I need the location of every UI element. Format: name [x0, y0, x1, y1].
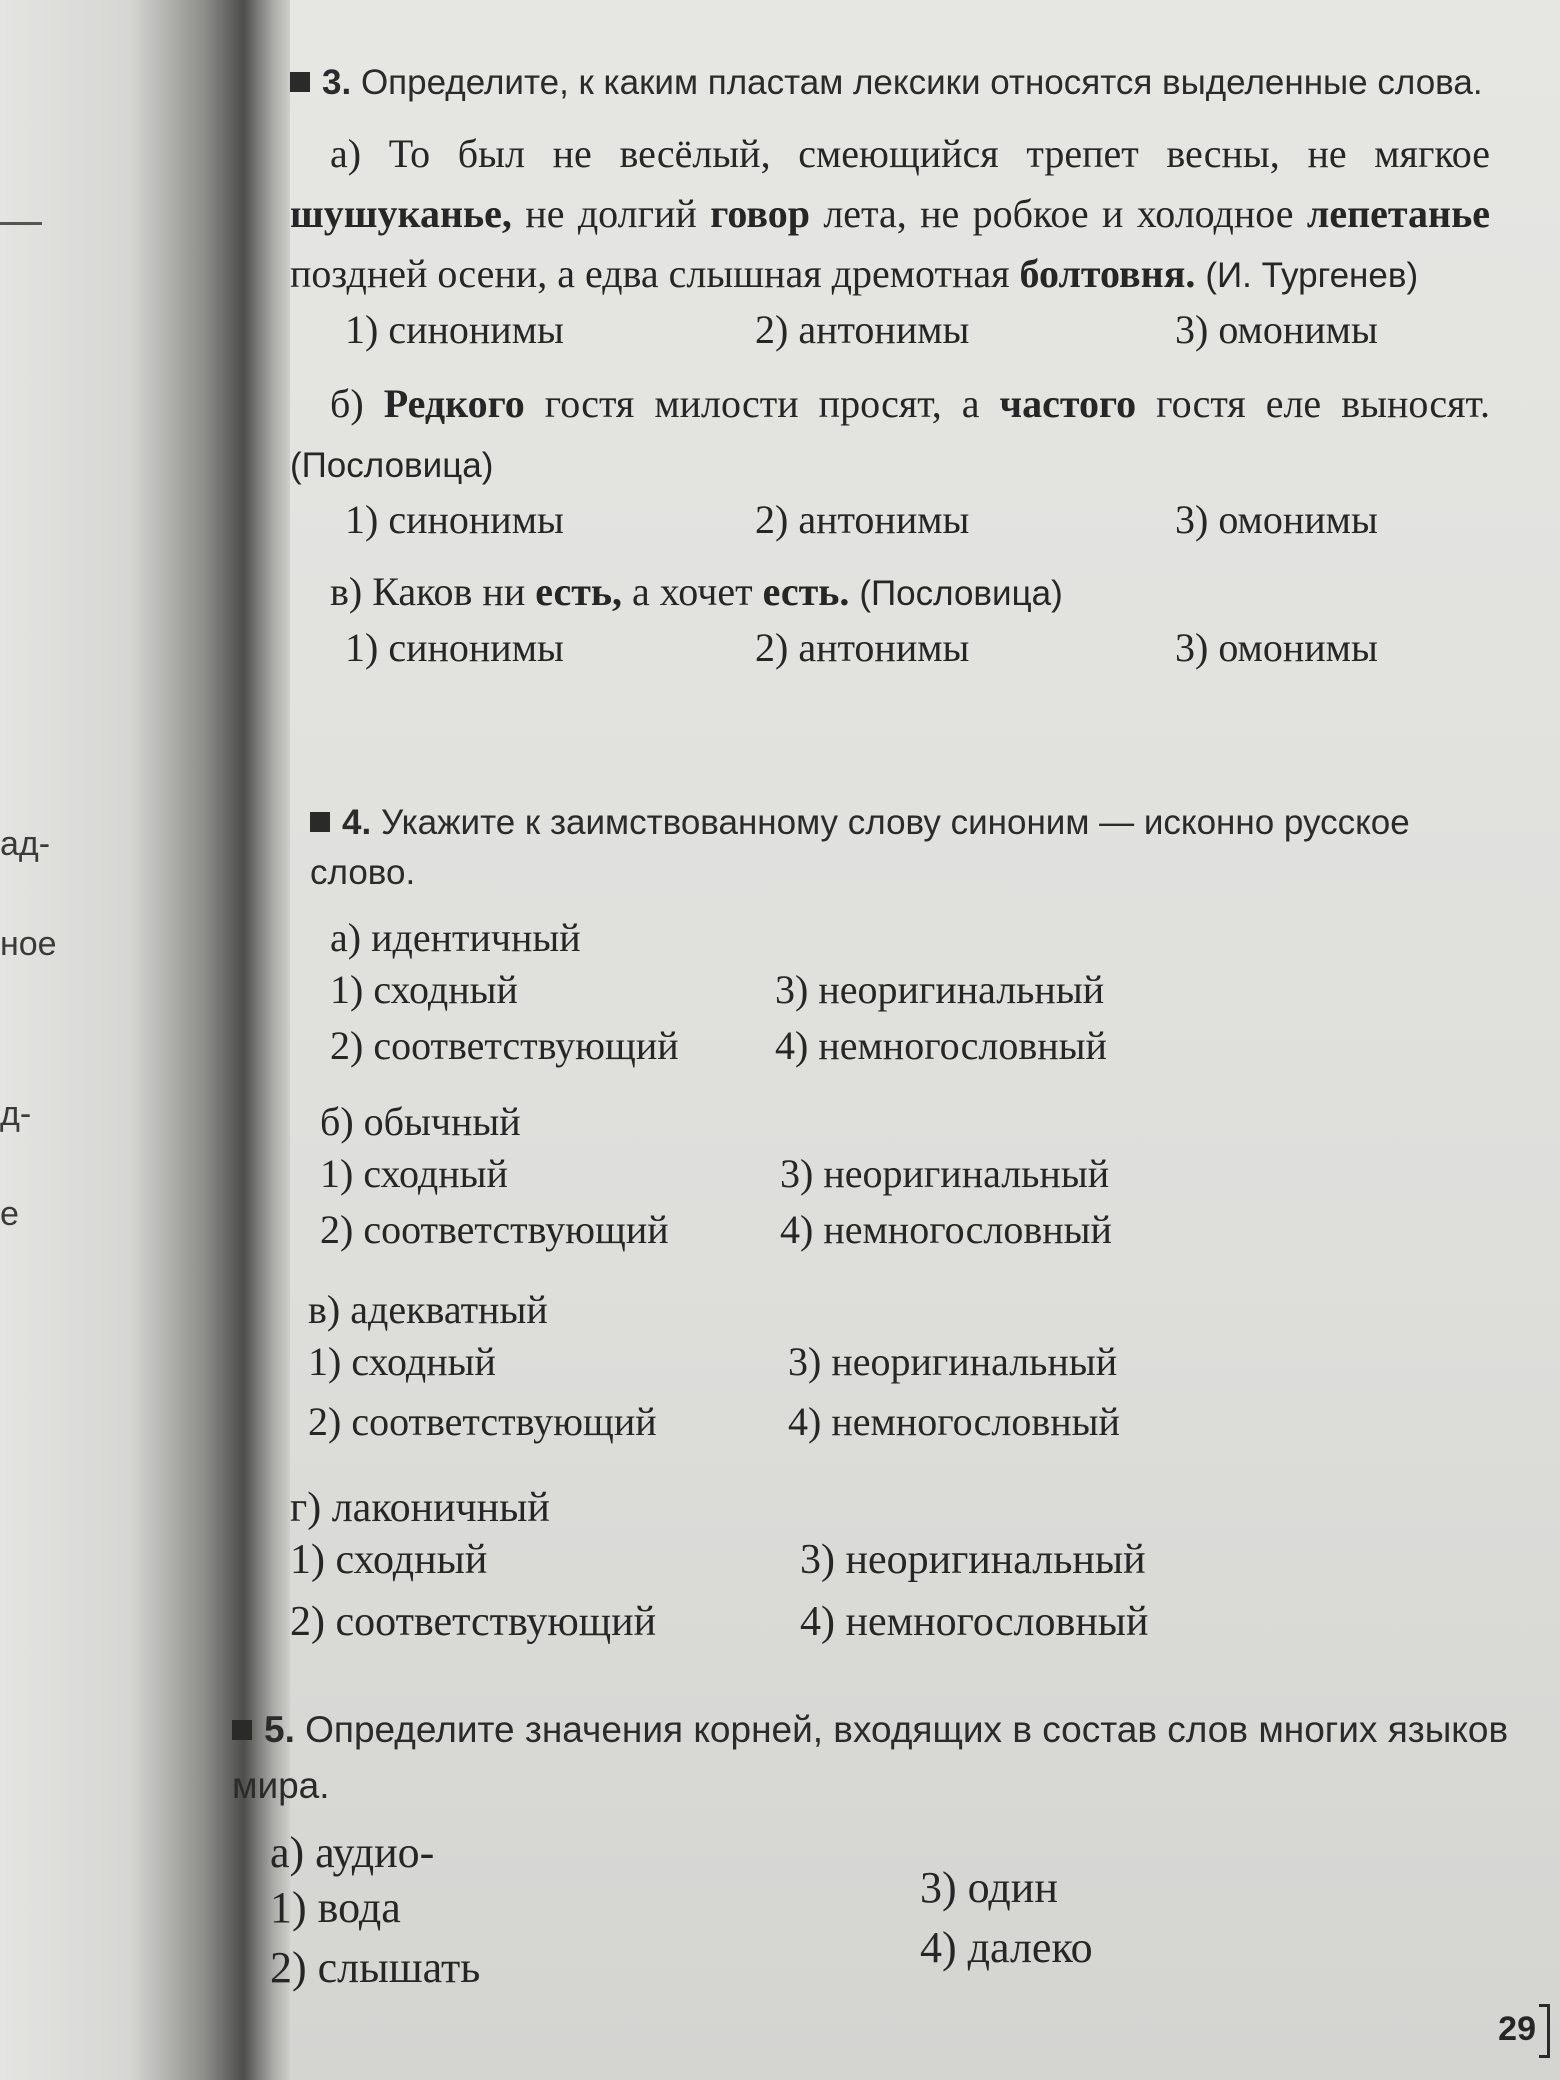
options-row [270, 1863, 1560, 1942]
options-row [290, 1536, 1560, 1598]
highlighted-word: шушуканье, [290, 191, 512, 236]
option[interactable]: 1) сходный [330, 967, 518, 1012]
task-4v [308, 1282, 1560, 1458]
task-3-heading [290, 58, 1560, 108]
option[interactable]: 4) немногословный [775, 1023, 1107, 1068]
highlighted-word: Редкого [383, 381, 525, 426]
option[interactable]: 2) соответствующий [330, 1023, 679, 1068]
options-row [330, 966, 1560, 1022]
option[interactable]: 4) немногословный [800, 1599, 1149, 1645]
option[interactable]: 3) омонимы [1175, 497, 1378, 542]
item-title: б) обычный [320, 1099, 521, 1144]
task-3a-options [290, 306, 1490, 368]
option[interactable]: 1) сходный [308, 1339, 496, 1384]
option[interactable]: 1) синонимы [345, 307, 564, 352]
option[interactable]: 1) сходный [290, 1537, 488, 1583]
option[interactable]: 2) слышать [270, 1943, 481, 1992]
task-3b-options [290, 496, 1490, 558]
passage-segment: лета, не робкое и холодное [809, 191, 1307, 236]
task-4g [290, 1480, 1560, 1660]
item-title: а) идентичный [330, 915, 581, 960]
option[interactable]: 4) немногословный [780, 1207, 1112, 1252]
passage-text [384, 381, 1490, 426]
task-3 [290, 58, 1560, 680]
passage-segment: гостя милости просят, а [524, 381, 1000, 426]
task-4 [290, 798, 1560, 1660]
highlighted-word: болтовня. [1019, 251, 1196, 296]
previous-page-fragment: ное [0, 925, 57, 963]
option[interactable]: 3) неоригинальный [800, 1537, 1146, 1583]
task-marker-icon [290, 72, 310, 92]
option[interactable]: 1) синонимы [345, 625, 564, 670]
task-marker-icon [232, 1720, 252, 1740]
task-5a [270, 1824, 1560, 2002]
previous-page-fragment: д- [0, 1095, 32, 1133]
highlighted-word: частого [999, 381, 1137, 426]
previous-page-fragment: ад- [0, 825, 51, 863]
task-4b [320, 1094, 1560, 1262]
item-label: в) [330, 569, 363, 614]
passage-segment: То был не весёлый, смеющийся трепет весны, не мягкое [388, 131, 1491, 176]
passage-segment: гостя еле выносят. [1136, 381, 1490, 426]
task-4-heading [290, 798, 1560, 898]
page-number: 29 [1498, 2010, 1536, 2048]
item-label: б) [330, 381, 364, 426]
options-grid [330, 966, 1560, 1078]
passage-segment: а хочет [622, 569, 763, 614]
option[interactable]: 3) неоригинальный [780, 1151, 1110, 1196]
item-label: а) [330, 131, 362, 176]
item-title: в) адекватный [308, 1287, 548, 1332]
task-3v-passage [290, 562, 1490, 624]
textbook-page [232, 0, 1560, 2080]
option[interactable]: 3) омонимы [1175, 307, 1378, 352]
task-3b [290, 374, 1560, 558]
task-instruction: Укажите к заимствованному слову синоним — исконно русское слово. [310, 803, 1410, 892]
option[interactable]: 1) вода [270, 1883, 401, 1932]
passage-source: (Пословица) [859, 574, 1063, 613]
previous-page-fragment: е [0, 1195, 19, 1233]
options-grid [270, 1863, 1560, 2002]
options-row [330, 1022, 1560, 1078]
option[interactable]: 4) далеко [920, 1923, 1093, 1972]
option[interactable]: 2) антонимы [755, 625, 970, 670]
highlighted-word: говор [710, 191, 810, 236]
option[interactable]: 2) соответствующий [308, 1399, 657, 1444]
item-title: а) аудио- [270, 1828, 435, 1877]
option[interactable]: 2) соответствующий [290, 1599, 657, 1645]
option[interactable]: 2) антонимы [755, 497, 970, 542]
task-5 [232, 1702, 1560, 2002]
passage-source: (Пословица) [290, 446, 494, 485]
option[interactable]: 3) неоригинальный [788, 1339, 1118, 1384]
option[interactable]: 2) соответствующий [320, 1207, 669, 1252]
option[interactable]: 3) один [920, 1863, 1058, 1912]
task-3b-passage [290, 374, 1490, 496]
options-row [308, 1398, 1560, 1458]
option[interactable]: 1) синонимы [345, 497, 564, 542]
passage-segment: поздней осени, а едва слышная дремотная [290, 251, 1020, 296]
task-number: 3. [322, 63, 352, 102]
option[interactable]: 3) омонимы [1175, 625, 1378, 670]
item-title: г) лаконичный [290, 1485, 550, 1531]
passage-text [372, 569, 849, 614]
task-3v [290, 562, 1560, 680]
task-instruction: Определите, к каким пластам лексики относятся выделенные слова. [360, 63, 1483, 102]
task-number: 4. [342, 803, 372, 842]
passage-segment: не долгий [511, 191, 711, 236]
options-row [320, 1150, 1560, 1206]
task-3a [290, 124, 1560, 368]
task-instruction: Определите значения корней, входящих в состав слов многих языков мира. [232, 1709, 1509, 1806]
task-3v-options [290, 624, 1490, 680]
highlighted-word: лепетанье [1306, 191, 1490, 236]
passage-source: (И. Тургенев) [1205, 256, 1419, 295]
task-4a [330, 910, 1560, 1078]
task-5-heading [232, 1702, 1560, 1814]
task-3a-passage [290, 124, 1490, 306]
options-row [270, 1923, 1560, 2002]
highlighted-word: есть. [762, 569, 850, 614]
options-grid [290, 1536, 1560, 1660]
options-row [320, 1206, 1560, 1262]
option[interactable]: 3) неоригинальный [775, 967, 1105, 1012]
option[interactable]: 4) немногословный [788, 1399, 1120, 1444]
options-row [290, 1598, 1560, 1660]
passage-segment: Каков ни [372, 569, 536, 614]
options-grid [308, 1338, 1560, 1458]
option[interactable]: 1) сходный [320, 1151, 508, 1196]
previous-page-rule [0, 222, 42, 225]
options-grid [320, 1150, 1560, 1262]
option[interactable]: 2) антонимы [755, 307, 970, 352]
task-number: 5. [264, 1709, 295, 1750]
task-marker-icon [310, 812, 330, 832]
options-row [308, 1338, 1560, 1398]
highlighted-word: есть, [535, 569, 623, 614]
